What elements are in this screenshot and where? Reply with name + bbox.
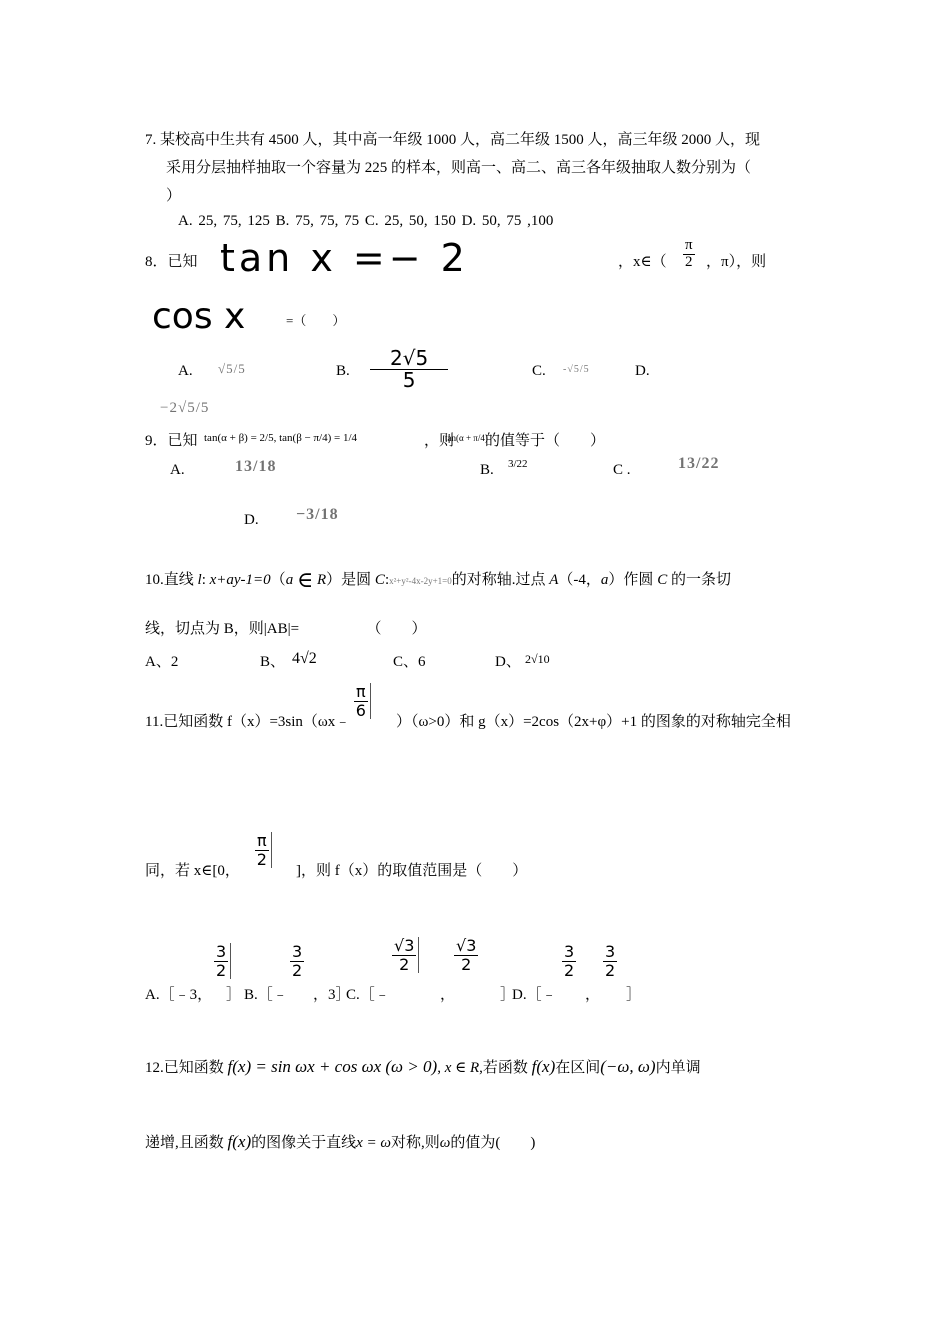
q9-opt-a-value: 13/18 (235, 458, 277, 475)
q11-opt-d-num1: 3 (564, 942, 575, 961)
q10-l: l (197, 572, 202, 588)
q10-text-c: ）是圆 (326, 572, 375, 588)
q12-fx2: f(x) (227, 1132, 252, 1151)
q9-opt-d-label: D. (244, 512, 259, 528)
q8-two: 2 (685, 253, 693, 270)
q8-pi: π (685, 237, 693, 253)
q12-text-h: 对称,则 (391, 1135, 440, 1151)
q9-condition: tan(α + β) = 2/5, tan(β − π/4) = 1/4 (204, 432, 358, 444)
q11-opt-c-den1: 2 (399, 954, 410, 974)
q12-text-c: ,若函数 (479, 1060, 532, 1076)
q11-line2-b: ]，则 f（x）的取值范围是（ ） (296, 863, 528, 879)
q8-opt-b-label: B. (336, 363, 350, 379)
q11-opt-d-frac2 (603, 943, 619, 979)
q9-opt-b-label: B. (480, 462, 494, 478)
q10-A: A (549, 572, 559, 588)
q11-opt-c-num1: √3 (394, 936, 415, 955)
q12-text-b: , (437, 1060, 445, 1076)
q11-opt-d-den2: 2 (605, 960, 616, 980)
q11-opt-c-num2: √3 (456, 936, 477, 955)
q9-target: tan(α + π/4) (445, 433, 488, 443)
q8-domain-a: ，x∈（ (618, 254, 667, 270)
q10-a: a (285, 572, 294, 588)
q9-suffix: 的值等于（ ） (485, 433, 606, 449)
q8-eq: =（ ） (286, 313, 346, 328)
q11-six: 6 (355, 700, 366, 720)
q9-mid: ，则 (424, 433, 455, 449)
q7-options: A. 25, 75, 125 B. 75, 75, 75 C. 25, 50, 150 D. 50, 75 ,100 (178, 213, 554, 229)
q11-opt-d-comma: ， (585, 987, 601, 1003)
q8-opt-b-den: 5 (402, 368, 416, 392)
q12-text-a: 12.已知函数 (145, 1060, 228, 1076)
q10-opt-c: C、6 (393, 654, 426, 670)
q8-opt-d-label: D. (635, 363, 650, 379)
q7-line1: 7. 某校高中生共有 4500 人，其中高一年级 1000 人，高二年级 1500 人，高三年级 2000 人，现 (145, 132, 761, 148)
q11-opt-b: B.［﹣ (244, 987, 288, 1003)
q11-opt-c-frac2 (454, 937, 480, 973)
q9-opt-c-value: 13/22 (678, 455, 720, 472)
q8-opt-a-value: √5/5 (218, 361, 246, 376)
q12-text-i: 的值为( ) (450, 1135, 536, 1151)
q10-opt-a: A、2 (145, 654, 179, 670)
q11-opt-d: D.［﹣ (512, 987, 557, 1003)
q11-line1-b: ）（ω>0）和 g（x）=2cos（2x+φ）+1 的图象的对称轴完全相 (396, 714, 791, 730)
q11-opt-a-end: ］ (226, 987, 242, 1003)
q10-line2: 线，切点为 B，则|AB|= （ ） (145, 621, 427, 637)
q11-opt-a-num: 3 (216, 942, 227, 961)
q11-opt-a-den: 2 (216, 960, 227, 980)
q12-func: f(x) = sin ωx + cos ωx (ω > 0) (227, 1057, 438, 1076)
q7-line3: ） (166, 188, 182, 204)
q11-opt-c-den2: 2 (461, 954, 472, 974)
q12-line2 (145, 1131, 535, 1152)
q10-R: R (316, 572, 327, 588)
q8-opt-c-value: -√5/5 (563, 364, 590, 375)
q10-text-a: 10.直线 (145, 572, 198, 588)
q10-text-e: 的对称轴.过点 (451, 572, 550, 588)
q10-opt-b-value: 4√2 (292, 650, 317, 667)
q12-xw: x = ω (356, 1135, 391, 1151)
q10-C: C (374, 572, 385, 588)
q12-w: ω (439, 1135, 451, 1151)
q12-interval: (−ω, ω) (600, 1057, 656, 1076)
q11-opt-b-num: 3 (292, 942, 303, 961)
q8-tan-formula: tan x =− 2 (220, 236, 469, 280)
q10-text-d: : (384, 572, 390, 588)
q12-text-e: 内单调 (655, 1060, 701, 1076)
q11-pi-b: π (257, 831, 267, 850)
q11-opt-a: A.［﹣3， (145, 987, 213, 1003)
q10-line1 (145, 567, 731, 593)
q11-opt-d-end: ］ (626, 987, 642, 1003)
q10-paren: （ (270, 572, 286, 588)
q11-opt-a-frac (214, 943, 231, 979)
q10-C2: C (657, 572, 668, 588)
q10-opt-d-label: D、 (495, 654, 521, 670)
q11-opt-c: C.［﹣ (346, 987, 390, 1003)
q11-opt-c-comma: ， (440, 987, 456, 1003)
q8-opt-b-num: 2√5 (370, 348, 448, 370)
q8-opt-d-value: −2√5/5 (160, 400, 210, 416)
q11-opt-d-den1: 2 (564, 960, 575, 980)
q9-opt-c-label: C . (613, 462, 631, 478)
q9-opt-b-value: 3/22 (508, 458, 528, 470)
q11-opt-b-end: ，3］ (313, 987, 351, 1003)
q10-text-f: （-4， (558, 572, 601, 588)
q11-opt-b-den: 2 (292, 960, 303, 980)
q11-pi-over-2 (255, 832, 272, 868)
q11-opt-b-frac (290, 943, 306, 979)
q12-text-f: 递增,且函数 (145, 1135, 228, 1151)
q9-prefix: 9．已知 (145, 433, 198, 449)
q10-a2: a (600, 572, 609, 588)
q9-opt-a-label: A. (170, 462, 185, 478)
q11-line1-a: 11.已知函数 f（x）=3sin（ωx﹣ (145, 714, 351, 730)
q10-circle-eq: x²+y²-4x-2y+1=0 (389, 576, 452, 586)
q12-fx: f(x) (531, 1057, 556, 1076)
q10-text-g: ）作圆 (608, 572, 658, 588)
q11-opt-d-num2: 3 (605, 942, 616, 961)
q11-pi: π (356, 682, 366, 701)
q11-pi-over-6 (354, 683, 371, 719)
q12-text-d: 在区间 (555, 1060, 601, 1076)
q10-opt-d-value: 2√10 (525, 652, 550, 666)
q11-opt-d-frac1 (562, 943, 578, 979)
q8-domain-b: ，π），则 (706, 254, 767, 270)
q8-cos-x: cos x (152, 296, 246, 337)
q10-in: ∈ (296, 567, 314, 592)
q9-opt-d-value: −3/18 (296, 506, 339, 523)
q11-two: 2 (256, 849, 267, 869)
q10-opt-b-label: B、 (260, 654, 286, 670)
q8-pi-over-2 (683, 238, 695, 271)
q10-text-h: 的一条切 (667, 572, 731, 588)
q12-xr: x ∈ R (444, 1060, 480, 1076)
q8-opt-a-label: A. (178, 363, 193, 379)
q10-text-b: : (201, 572, 210, 588)
q10-line-eq: x+ay-1=0 (209, 572, 271, 588)
q12-line1 (145, 1056, 701, 1077)
q11-line2-a: 同，若 x∈[0， (145, 863, 240, 879)
q8-opt-c-label: C. (532, 363, 546, 379)
q11-opt-c-frac1 (392, 937, 419, 973)
q7-line2: 采用分层抽样抽取一个容量为 225 的样本，则高一、高二、高三各年级抽取人数分别为（ (166, 160, 752, 176)
q11-opt-c-end: ］ (500, 987, 516, 1003)
q8-opt-b-value (370, 348, 448, 391)
q12-text-g: 的图像关于直线 (251, 1135, 357, 1151)
q8-prefix: 8．已知 (145, 254, 198, 270)
